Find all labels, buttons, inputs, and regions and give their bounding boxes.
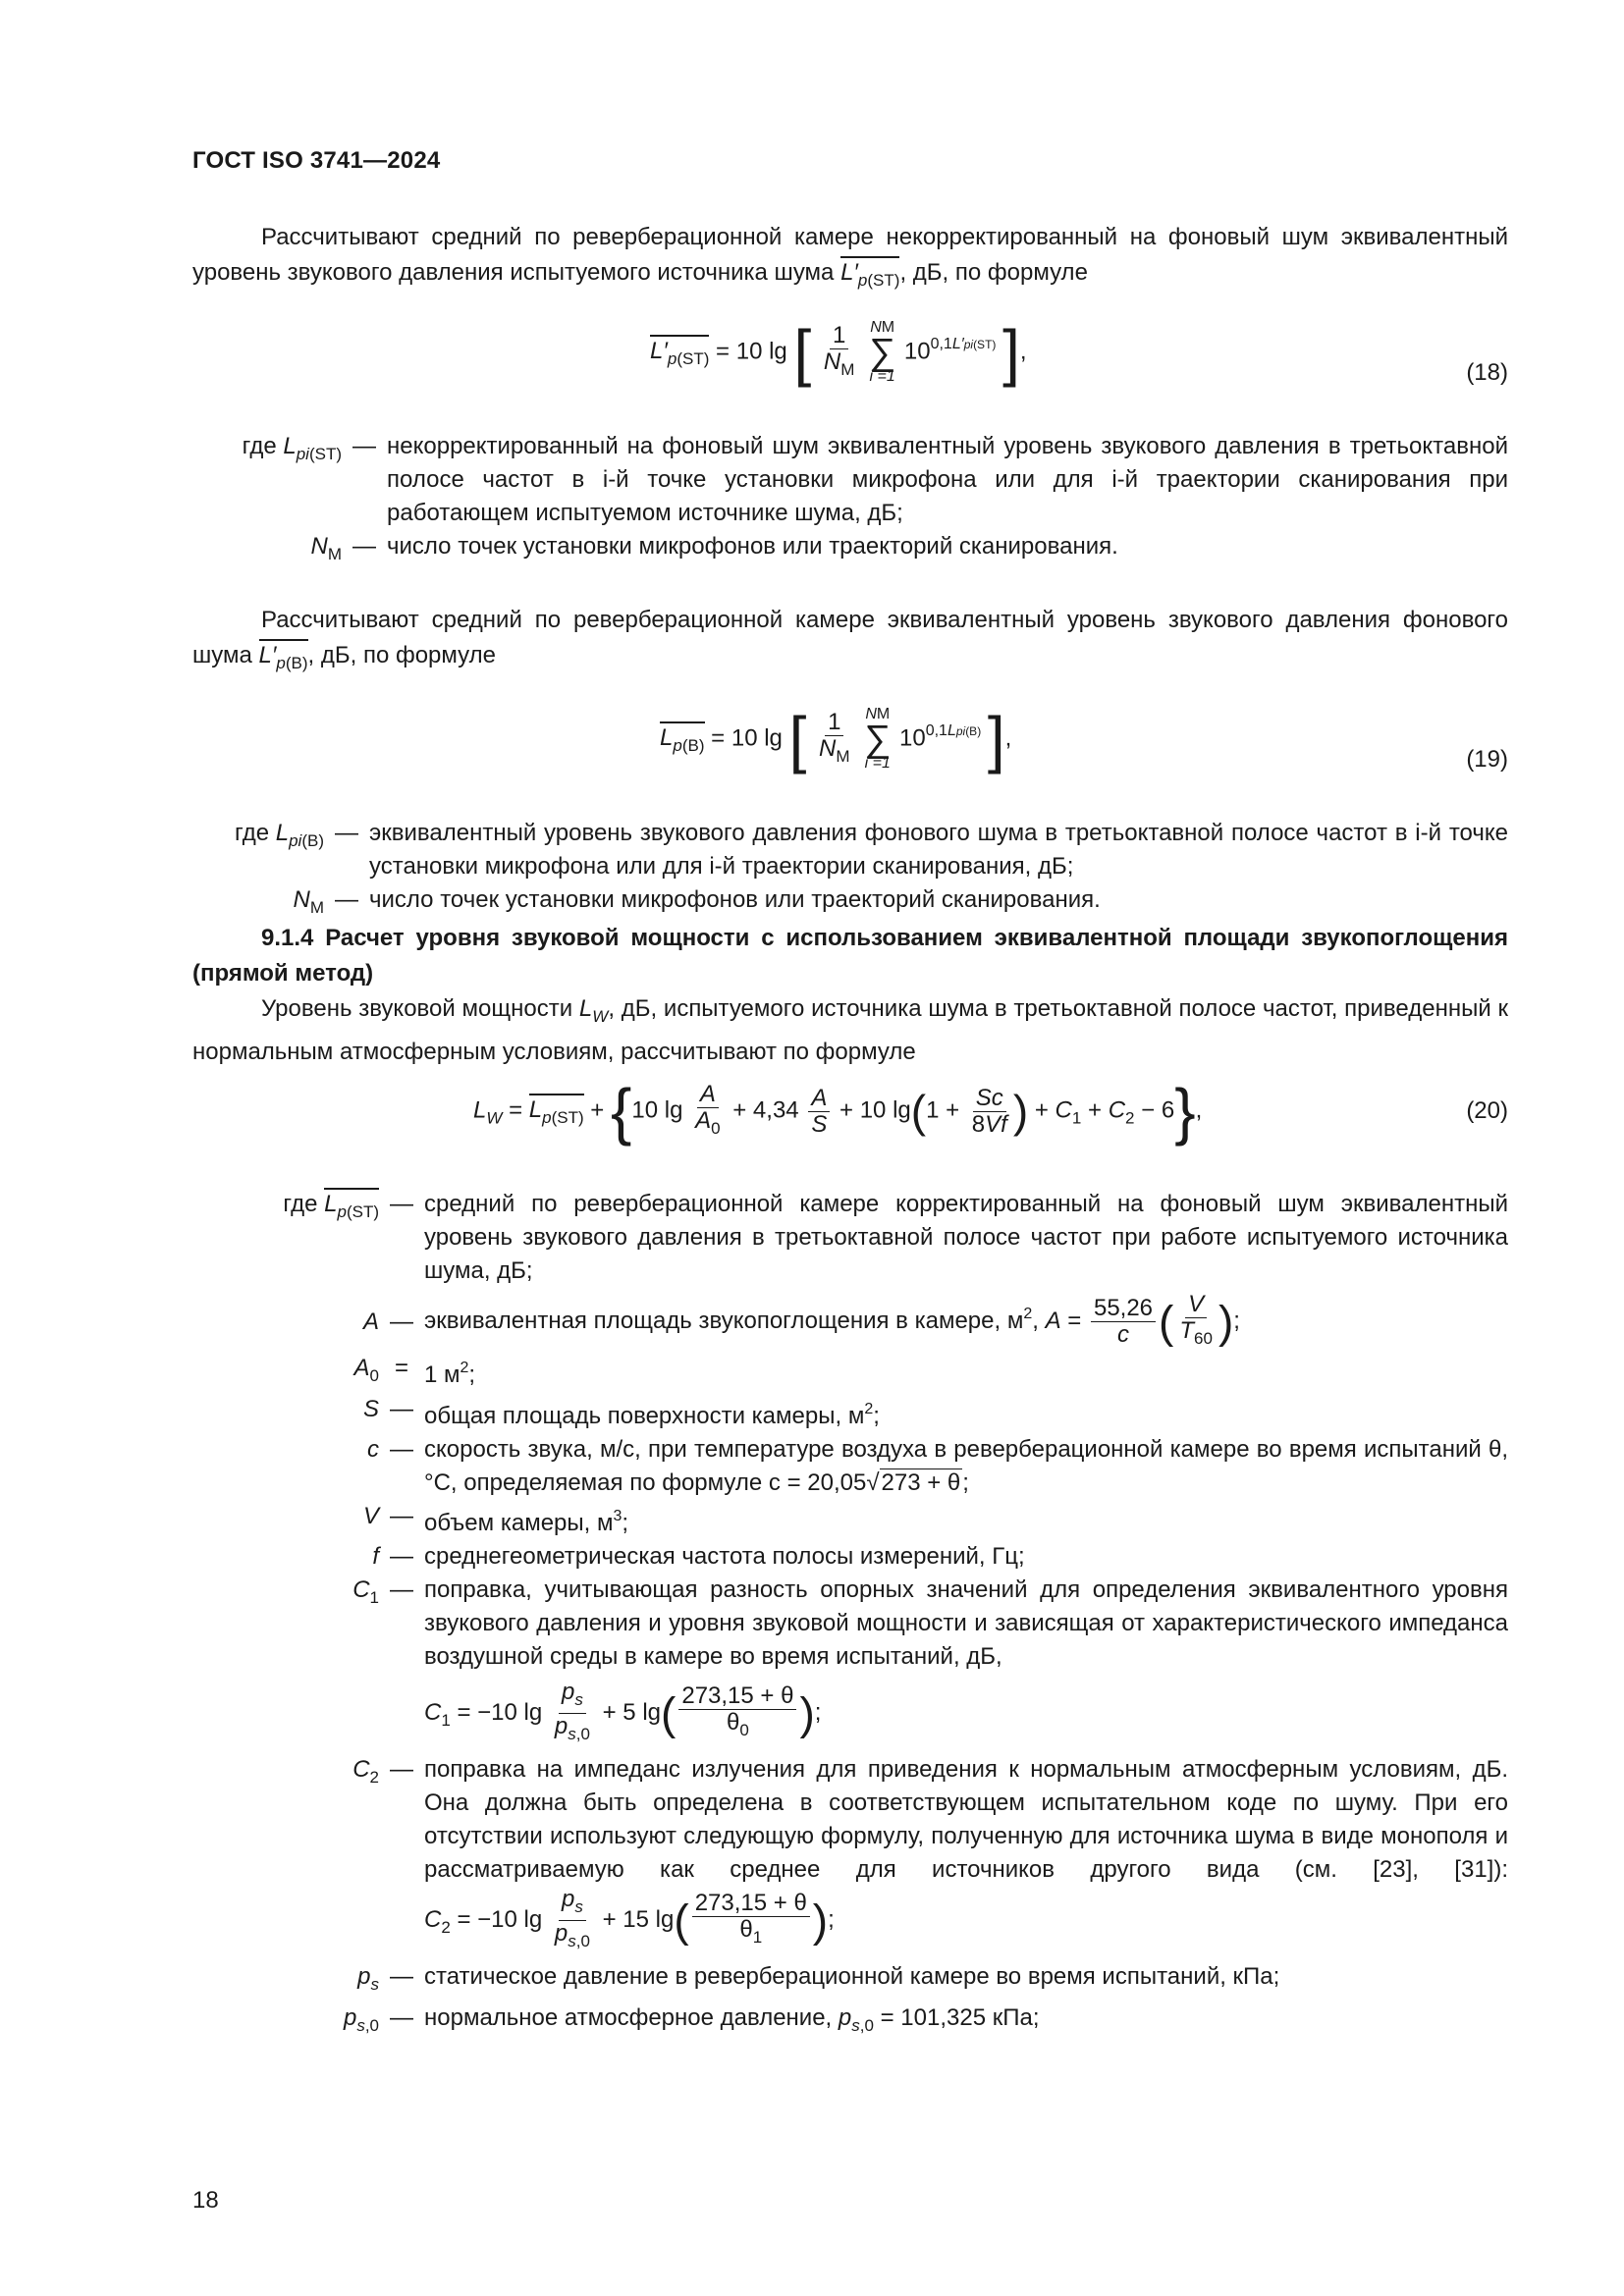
paragraph-1: [192, 220, 1508, 298]
equation-18-number: (18): [1466, 359, 1508, 386]
definition-row: где $L_{p(ST)}$ — средний по реверберационной камере корректированный на фоновый шум эквивалентный уровень звукового давления в третьоктавной полосе частот при работе испытуемого источника шума, дБ;: [192, 1188, 1508, 1288]
equation-20-number: (20): [1466, 1097, 1508, 1124]
equation-19-number: (19): [1466, 746, 1508, 773]
definitions-20: [192, 1188, 1508, 2043]
definition-row: f — среднегеометрическая частота полосы измерений, Гц;: [372, 1543, 1025, 1570]
equation-18: $L'_{p(ST)} = 10$ lg [ $\frac{1}{N_M}$ NM ∑ i =1 $10^{0,1L'pi(ST)}$ ],: [650, 317, 1027, 388]
definition-row: где $L_{pi(B)}$ — эквивалентный уровень звукового давления фонового шума в третьоктавной полосе частот в i-й точке установки микрофона или для i-й траектории сканирования, дБ;: [235, 820, 1508, 880]
paragraph-2: Рассчитывают средний по реверберационной камере эквивалентный уровень звукового давления фонового шума $L'_{p(B)}$, дБ, по формуле: [192, 607, 1508, 672]
definition-row: $p_s$ — статическое давление в реверберационной камере во время испытаний, кПа;: [357, 1963, 1280, 1994]
definition-row: $C_2$ — поправка на импеданс излучения для приведения к нормальным атмосферным условиям, дБ. Она должна быть определена в соответствующем испытательном коде по шуму. При его отсутствии используют следующую формулу, полученную для источника шума в виде монополя и рассматриваемую как среднее для источников другого вида (см. [23], [31]): $C_2 = -10$ lg $\frac{p_s}{p_{s,0}}$ + 15 lg( $\frac{273,15 + \theta}{\theta_1}$ );: [352, 1756, 1508, 1950]
definition-row: $A_0$ = 1 $м^2$;: [353, 1355, 476, 1388]
definition-row: $C_1$ — поправка, учитывающая разность опорных значений для определения эквивалентного уровня звукового давления и уровня звуковой мощности и зависящая от характеристического импеданса воздушной среды в камере во время испытаний, дБ, $C_1 = -10$ lg $\frac{p_s}{p_{s,0}}$ + 5 lg( $\frac{273,15 + \theta}{\theta_0}$ );: [352, 1576, 1508, 1743]
paragraph-1-text: Рассчитывают средний по реверберационной камере некорректированный на фоновый шум эквивалентный уровень звукового давления испытуемого источника шума: [192, 224, 1508, 286]
definition-row: V — объем камеры, $м^3$;: [362, 1503, 629, 1536]
definition-row: $p_{s,0}$ — нормальное атмосферное давление, $p_{s,0} = 101,325$ кПа;: [343, 2004, 1040, 2035]
equation-20: $L_W = L_{p(ST)} + \{10$ lg $\frac{A}{A_0}$ + 4,34 $\frac{A}{S}$ + 10 lg(1 + $\frac{Sc}{8Vf}$ ) + $C_1 + C_2 - 6$},: [473, 1076, 1203, 1147]
definition-row: где $L_{pi(ST)}$ — некорректированный на фоновый шум эквивалентный уровень звукового давления в третьоктавной полосе частот в i-й точке установки микрофона или для i-й траектории сканирования при работающем испытуемом источнике шума, дБ;: [242, 433, 1508, 526]
definition-row: A — эквивалентная площадь звукопоглощения в камере, $м^2$, A = $\frac{55,26}{c}$ ( $\frac{V}{T_{60}}$ );: [362, 1291, 1240, 1348]
definitions-19: [192, 817, 1508, 925]
definition-row: S — общая площадь поверхности камеры, $м^2$;: [362, 1396, 880, 1429]
paragraph-3: Уровень звуковой мощности $L_W$, дБ, испытуемого источника шума в третьоктавной полосе частот, приведенный к нормальным атмосферным условиям, рассчитывают по формуле: [192, 995, 1508, 1065]
section-9-1-4: [192, 921, 1508, 991]
paragraph-1-tail: , дБ, по формуле: [899, 259, 1088, 286]
section-title: 9.1.4 Расчет уровня звуковой мощности с использованием эквивалентной площади звукопоглощения (прямой метод): [192, 925, 1508, 987]
definition-row: $N_M$ — число точек установки микрофонов или траекторий сканирования.: [293, 886, 1101, 917]
lp-st-prime-symbol: $L'_{p(ST)}$: [840, 256, 899, 286]
definition-row: $N_M$ — число точек установки микрофонов или траекторий сканирования.: [310, 533, 1118, 563]
standard-header: ГОСТ ISO 3741—2024: [192, 147, 441, 174]
equation-19: $L_{p(B)} = 10$ lg [ $\frac{1}{N_M}$ NM ∑ i =1 $10^{0,1Lpi(B)}$ ],: [660, 704, 1012, 774]
definitions-18: [192, 430, 1508, 571]
definition-row: c — скорость звука, м/с, при температуре воздуха в реверберационной камере во время испытаний θ, °С, определяемая по формуле c = 20,05√273 + θ;: [367, 1436, 1508, 1496]
page-number: 18: [192, 2187, 219, 2214]
